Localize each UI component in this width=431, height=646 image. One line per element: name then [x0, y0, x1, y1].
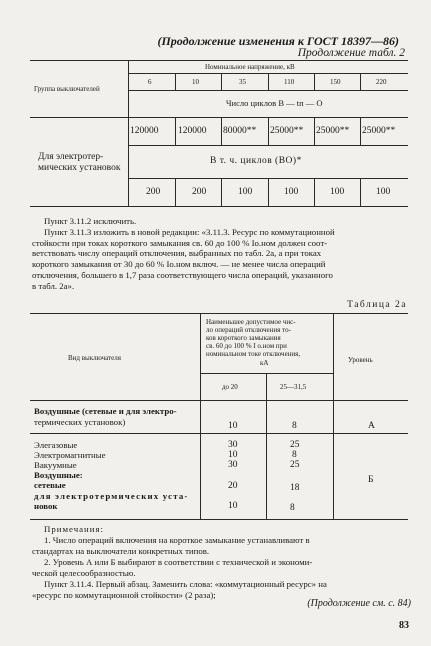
note-1-l1: 1. Число операций включения на короткое замыкание устанавливают в — [44, 535, 310, 545]
gas-v2: 25 — [290, 440, 300, 450]
col-kind: Вид выключателя — [68, 354, 121, 362]
table-1 — [30, 60, 408, 206]
para-3-11-3-l4: короткого замыкания от 30 до 60 % Iо.ном включ. — не менее числа операций — [32, 259, 326, 270]
eth-v1: 10 — [228, 501, 238, 511]
vac-v1: 30 — [228, 460, 238, 470]
eth-row-l2: новок — [34, 501, 58, 511]
voltage-6: 6 — [148, 78, 152, 86]
net-row: сетевые — [34, 480, 66, 490]
row2-6: 200 — [146, 187, 161, 197]
air-level: А — [368, 421, 375, 431]
col-min-l1: Наименьшее допустимое чис- — [206, 318, 296, 326]
footer-continuation: (Продолжение см. с. 84) — [307, 598, 411, 609]
col-min-l6: кА — [260, 359, 269, 367]
para-3-11-2: Пункт 3.11.2 исключить. — [44, 216, 137, 226]
voltage-header: Номинальное напряжение, кВ — [205, 63, 295, 71]
notes — [32, 524, 402, 601]
vac-v2: 25 — [290, 460, 300, 470]
para-3-11-3-l2: стойкости при токах короткого замыкания св. 60 до 100 % Iо.ном должен соот- — [32, 237, 328, 248]
gas-row: Элегазовые — [34, 440, 78, 450]
para-3-11-4-l2: «ресурс по коммутационной стойкости» (2 раза); — [32, 590, 216, 600]
voltage-220: 220 — [376, 78, 387, 86]
para-3-11-3-l6: в табл. 2а». — [32, 280, 75, 291]
sub-col-1: до 20 — [222, 383, 238, 391]
col-level: Уровень — [348, 356, 373, 364]
row1-110: 25000** — [270, 126, 304, 136]
em-v1: 10 — [228, 450, 238, 460]
note-2-l2: ческой целесообразностью. — [32, 568, 136, 578]
gas-v1: 30 — [228, 440, 238, 450]
para-3-11-3-l1: Пункт 3.11.3 изложить в новой редакции: «3.11.3. Ресурс по коммутационной — [44, 226, 335, 237]
level-b: Б — [368, 475, 374, 485]
air-v2: 8 — [292, 421, 297, 431]
row1-6: 120000 — [130, 126, 159, 136]
sub-col-2: 25—31,5 — [280, 383, 307, 391]
voltage-35: 35 — [239, 78, 246, 86]
notes-title: Примечания: — [44, 524, 104, 534]
row1-10: 120000 — [178, 126, 207, 136]
note-1-l2: стандартах на выключатели конкретных типов. — [32, 546, 210, 556]
col-min-l3: ков короткого замыкания — [206, 334, 281, 342]
para-3-11-3-l3: ветствовать числу операций отключения, выбранных по табл. 2а, а при токах — [32, 248, 322, 259]
table-continuation-label: Продолжение табл. 2 — [297, 47, 405, 59]
air-row-l1: Воздушные (сетевые и для электро- — [34, 406, 177, 416]
eth-v2: 8 — [290, 503, 295, 513]
row2-150: 100 — [330, 187, 345, 197]
air-v1: 10 — [228, 421, 238, 431]
air-group-row: Воздушные: — [34, 470, 83, 480]
row2-35: 100 — [238, 187, 253, 197]
row1-220: 25000** — [362, 126, 396, 136]
row-label-l1: Для электротер- — [38, 152, 104, 162]
col-min-l4: св. 60 до 100 % I о.ном при — [206, 342, 287, 350]
continuation-header: (Продолжение изменения к ГОСТ 18397—86) — [157, 34, 399, 48]
col-min-l2: ло операций отключения то- — [206, 326, 291, 334]
page-number: 83 — [399, 620, 409, 631]
em-row: Электромагнитные — [34, 450, 106, 460]
cycles-label: Число циклов В — tп — О — [226, 98, 323, 108]
para-3-11-4-l1: Пункт 3.11.4. Первый абзац. Заменить слова: «коммутационный ресурс» на — [44, 579, 327, 589]
net-v1: 20 — [228, 481, 238, 491]
row2-220: 100 — [376, 187, 391, 197]
eth-row-l1: для электротермических уста- — [34, 491, 189, 501]
row1-150: 25000** — [316, 126, 350, 136]
row-label-l2: мических установок — [38, 163, 121, 173]
air-row-l2: термических установок) — [34, 417, 126, 427]
table-2a-caption: Таблица 2а — [347, 300, 407, 310]
voltage-150: 150 — [330, 78, 341, 86]
table-2a — [30, 313, 408, 519]
row1-35: 80000** — [223, 126, 257, 136]
vo-cycles-label: В т. ч. циклов (ВО)* — [210, 156, 302, 166]
text-block-1 — [32, 216, 402, 292]
em-v2: 8 — [292, 450, 297, 460]
row2-10: 200 — [192, 187, 207, 197]
voltage-10: 10 — [192, 78, 199, 86]
para-3-11-3-l5: отключения, большего в 1,7 раза соответствующего числа операций, указанного — [32, 269, 333, 280]
col-min-l5: номинальном токе отключения, — [206, 350, 301, 358]
voltage-110: 110 — [284, 78, 295, 86]
group-label: Группа выключателей — [34, 85, 100, 93]
note-2-l1: 2. Уровень А или Б выбирают в соответствии с технической и экономи- — [44, 557, 313, 567]
row2-110: 100 — [284, 187, 299, 197]
vac-row: Вакуумные — [34, 460, 77, 470]
net-v2: 18 — [290, 483, 300, 493]
